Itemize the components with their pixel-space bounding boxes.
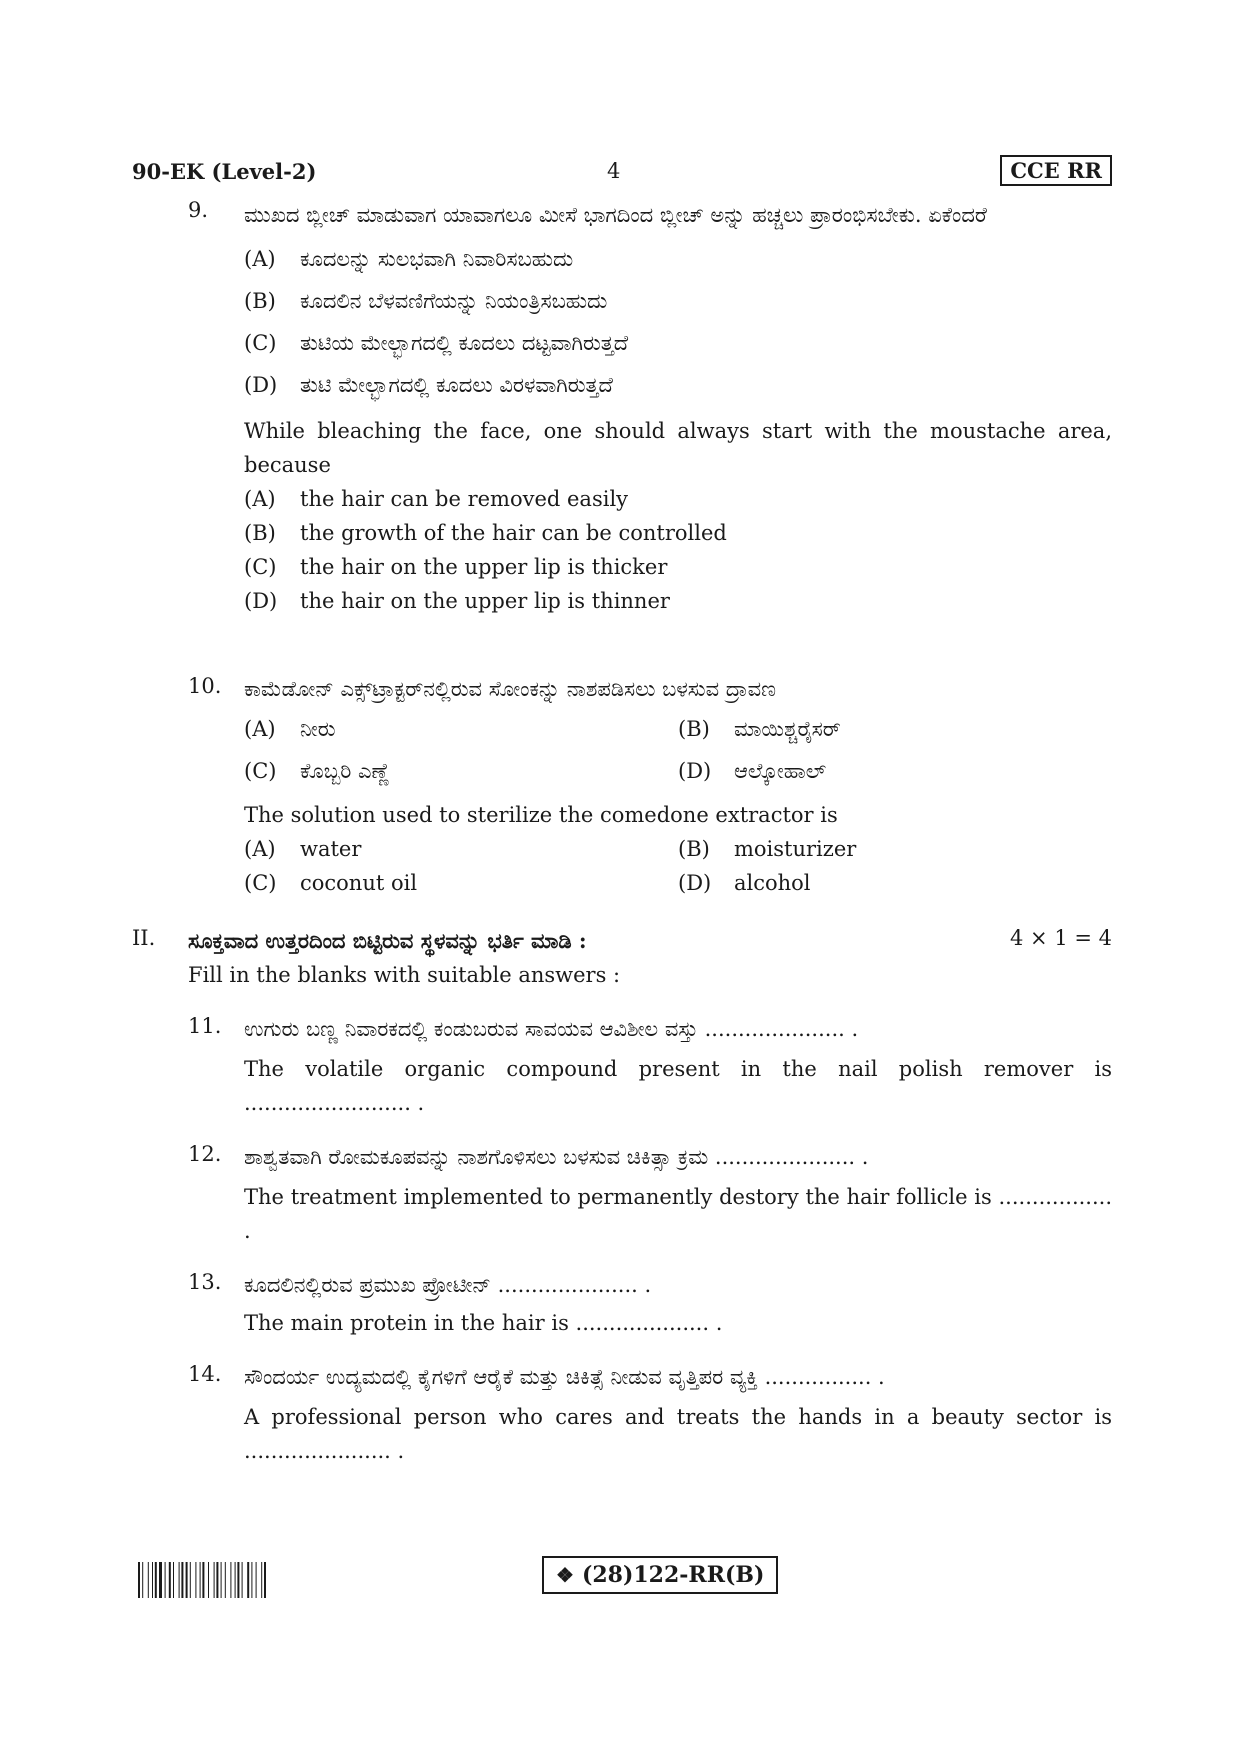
option: (A) the hair can be removed easily (244, 487, 629, 511)
question-11 (132, 1014, 1112, 1120)
option: (B) moisturizer (678, 837, 857, 861)
question-9 (132, 200, 1112, 656)
option: (A) ಕೂದಲನ್ನು ಸುಲಭವಾಗಿ ನಿವಾರಿಸಬಹುದು (244, 247, 574, 271)
section-title-english: Fill in the blanks with suitable answers : (188, 963, 621, 987)
question-13 (132, 1270, 1112, 1340)
question-number: 14. (188, 1362, 222, 1386)
option: (C) the hair on the upper lip is thicker (244, 555, 668, 579)
question-text-english: The solution used to sterilize the comedone extractor is (244, 803, 838, 827)
section-number: II. (132, 926, 156, 950)
page-footer (0, 1556, 1238, 1606)
section-title-kannada: ಸೂಕ್ತವಾದ ಉತ್ತರದಿಂದ ಬಿಟ್ಟಿರುವ ಸ್ಥಳವನ್ನು ಭರ್ತಿ ಮಾಡಿ : (188, 928, 587, 953)
question-number: 13. (188, 1270, 222, 1294)
question-text-english: The treatment implemented to permanently destory the hair follicle is ................. . (244, 1185, 1112, 1243)
question-text-kannada: ಮುಖದ ಬ್ಲೀಚ್ ಮಾಡುವಾಗ ಯಾವಾಗಲೂ ಮೀಸೆ ಭಾಗದಿಂದ ಬ್ಲೀಚ್ ಅನ್ನು ಹಚ್ಚಲು ಪ್ರಾರಂಭಿಸಬೇಕು. ಏಕೆಂದರೆ (244, 203, 987, 227)
question-number: 11. (188, 1014, 222, 1038)
page-header (132, 155, 1112, 191)
question-12 (132, 1142, 1112, 1248)
series-box: CCE RR (1000, 155, 1112, 186)
section-2 (132, 926, 1112, 992)
option: (C) ಕೊಬ್ಬರಿ ಎಣ್ಣೆ (244, 759, 390, 783)
question-14 (132, 1362, 1112, 1468)
question-number: 9. (188, 198, 209, 222)
question-text-english: The main protein in the hair is .................... . (244, 1311, 723, 1335)
option: (D) ಆಲ್ಕೋಹಾಲ್ (678, 759, 827, 783)
ornament-icon: ❖ (556, 1563, 574, 1587)
option: (D) alcohol (678, 871, 811, 895)
option: (C) coconut oil (244, 871, 418, 895)
paper-code: 90-EK (Level-2) (132, 159, 317, 184)
paper-code-text: (28)122-RR(B) (581, 1562, 765, 1588)
page-number: 4 (607, 159, 621, 183)
question-text-kannada: ಶಾಶ್ವತವಾಗಿ ರೋಮಕೂಪವನ್ನು ನಾಶಗೊಳಿಸಲು ಬಳಸುವ ಚಿಕಿತ್ಸಾ ಕ್ರಮ ..................... . (244, 1145, 869, 1169)
question-10 (132, 674, 1112, 900)
question-text-kannada: ಸೌಂದರ್ಯ ಉದ್ಯಮದಲ್ಲಿ ಕೈಗಳಿಗೆ ಆರೈಕೆ ಮತ್ತು ಚಿಕಿತ್ಸೆ ನೀಡುವ ವೃತ್ತಿಪರ ವ್ಯಕ್ತಿ ................ . (244, 1365, 885, 1389)
questions (132, 200, 1112, 1468)
section-marks: 4 × 1 = 4 (1010, 926, 1112, 950)
barcode (138, 1562, 378, 1598)
question-text-english: A professional person who cares and treats the hands in a beauty sector is ...................... . (244, 1405, 1112, 1463)
option: (C) ತುಟಿಯ ಮೇಲ್ಭಾಗದಲ್ಲಿ ಕೂದಲು ದಟ್ಟವಾಗಿರುತ್ತದೆ (244, 331, 629, 355)
question-text-kannada: ಕೂದಲಿನಲ್ಲಿರುವ ಪ್ರಮುಖ ಪ್ರೋಟೀನ್ ..................... . (244, 1273, 652, 1297)
option: (A) ನೀರು (244, 717, 336, 741)
option: (B) ಕೂದಲಿನ ಬೆಳವಣಿಗೆಯನ್ನು ನಿಯಂತ್ರಿಸಬಹುದು (244, 289, 608, 313)
question-number: 12. (188, 1142, 222, 1166)
option: (B) ಮಾಯಿಶ್ಚರೈಸರ್ (678, 717, 841, 741)
question-paper-code (542, 1556, 778, 1594)
question-text-english: While bleaching the face, one should always start with the moustache area, because (244, 419, 1112, 477)
option: (D) the hair on the upper lip is thinner (244, 589, 670, 613)
question-text-kannada: ಉಗುರು ಬಣ್ಣ ನಿವಾರಕದಲ್ಲಿ ಕಂಡುಬರುವ ಸಾವಯವ ಆವಿಶೀಲ ವಸ್ತು ..................... . (244, 1017, 859, 1041)
question-text-kannada: ಕಾಮೆಡೋನ್ ಎಕ್ಸ್‌ಟ್ರಾಕ್ಟರ್‌ನಲ್ಲಿರುವ ಸೋಂಕನ್ನು ನಾಶಪಡಿಸಲು ಬಳಸುವ ದ್ರಾವಣ (244, 677, 777, 701)
option: (A) water (244, 837, 362, 861)
question-text-english: The volatile organic compound present in the nail polish remover is ......................... . (244, 1057, 1112, 1115)
option: (B) the growth of the hair can be controlled (244, 521, 727, 545)
option: (D) ತುಟಿ ಮೇಲ್ಭಾಗದಲ್ಲಿ ಕೂದಲು ವಿರಳವಾಗಿರುತ್ತದೆ (244, 373, 613, 397)
question-number: 10. (188, 674, 222, 698)
